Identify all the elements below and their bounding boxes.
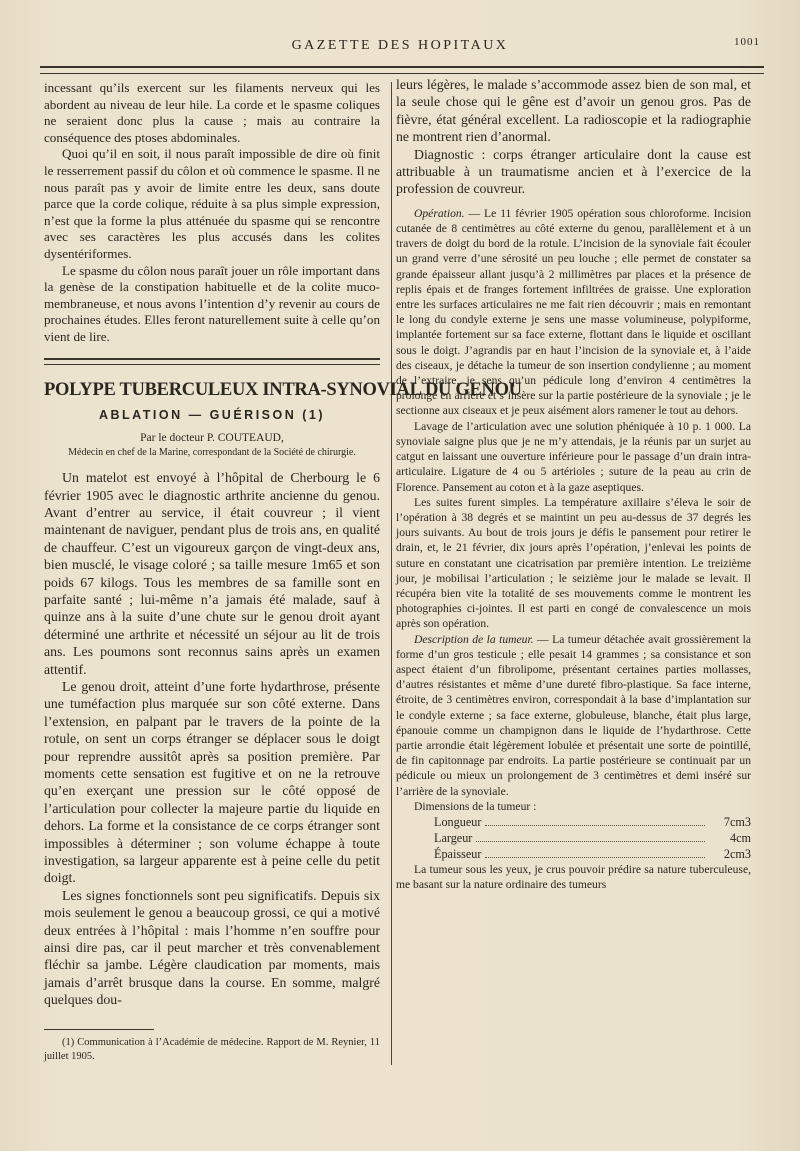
operation-label: Opération. bbox=[414, 206, 465, 220]
paragraph: Lavage de l’articulation avec une solution phéniquée à 10 p. 1 000. La synoviale saigne plus que je ne m’y attendais, je la réunis par un surjet au catgut en laissant une ouverture inférieure pour le passage d’un drain intra-articulaire. Ligature de 4 ou 5 artérioles ; suture de la peau au crin de Florence. Pansement au coton et à la gaze aseptiques. bbox=[396, 419, 751, 494]
section-rule bbox=[44, 358, 380, 365]
paragraph: Diagnostic : corps étranger articulaire dont la cause est attribuable à un traumatisme ancien et à l’exercice de la profession de couvreur. bbox=[396, 146, 751, 197]
dimensions-list bbox=[396, 814, 751, 862]
header-rule bbox=[40, 66, 764, 74]
dimensions-title: Dimensions de la tumeur : bbox=[414, 799, 537, 813]
running-header: GAZETTE DES HOPITAUX bbox=[291, 38, 509, 53]
paragraph: Le genou droit, atteint d’une forte hydarthrose, présente une tuméfaction plus marquée sur son côté externe. Dans l’extension, en palpant par le travers de la pointe de la rotule, on sent un corps étranger se déplacer sous le doigt pour reprendre aussitôt après sa position première. Par moments cette sensation est fugitive et on ne la retrouve qu’en exerçant une pression sur le côté opposé de l’articulation pour collecter la majeure partie du liquide en dehors. La forme et la consistance de ce corps étranger sont impossibles à déterminer ; son volume échappe à toute investigation, sa largeur apparente est à peine celle du petit doigt. bbox=[44, 678, 380, 886]
paragraph: incessant qu’ils exercent sur les filaments nerveux qui les abordent au niveau de leur hile. La corde et le spasme coliques ne seraient donc plus la cause ; mais au contraire la conséquence des ptoses abdominales. bbox=[44, 80, 380, 145]
footnote-rule bbox=[44, 1029, 154, 1030]
right-column bbox=[396, 76, 751, 892]
byline: Par le docteur P. COUTEAUD, bbox=[140, 432, 284, 445]
dimension-value: 4cm bbox=[730, 830, 751, 845]
paragraph: Quoi qu’il en soit, il nous paraît impossible de dire où finit le resserrement passif du côlon et où commence le spasme. Il ne nous paraît pas y avoir de limite entre les deux, sans doute parce que la corde colique, réduite à sa plus simple expression, n’est que la forme la plus atténuée du spasme qui se rencontre avec ses caractères les plus accusés dans les colites dysentériformes. bbox=[44, 146, 380, 261]
dimension-label: Épaisseur bbox=[434, 846, 482, 861]
leader-dots bbox=[485, 825, 705, 826]
leader-dots bbox=[485, 857, 705, 858]
paragraph: leurs légères, le malade s’accommode assez bien de son mal, et la seule chose qui le gêne est d’avoir un genou gros. Pas de fièvre, état général excellent. La radioscopie et la radiographie ne montrent rien d’anormal. bbox=[396, 77, 751, 145]
leader-dots bbox=[476, 841, 705, 842]
operation-text: — Le 11 février 1905 opération sous chloroforme. Incision cutanée de 8 centimètres au côté externe du genou, parallèlement et à un travers de doigt du bord de la rotule. L’incision de la synoviale fait écouler un grand verre d’une sérosité un peu louche ; elle permet de constater sa grande épaisseur allant jusqu’à 2 millimètres par places et la présence de replis épais et de franges fortement infiltrées de graisse. Une exploration entre les surfaces articulaires ne me fait rien découvrir ; mais en remontant le long du condyle externe je sens une masse volumineuse, polypiforme, implantée fortement sur sa face externe, flottant dans le liquide et oscillant sous le doigt. J’agrandis par en haut l’incision de la synoviale et, à l’aide des ciseaux, je détache la tumeur de son insertion condylienne ; au moment de l’extraire, je sens qu’un pédicule long d’environ 4 centimètres la prolonge en arrière et s’insère sur la partie postérieure de la synoviale ; je le sectionne aux ciseaux et je peux aisément alors ramener le tout au dehors. bbox=[396, 206, 751, 418]
dimension-label: Largeur bbox=[434, 830, 473, 845]
dimension-row bbox=[434, 830, 751, 846]
dimension-label: Longueur bbox=[434, 814, 482, 829]
paragraph: Un matelot est envoyé à l’hôpital de Cherbourg le 6 février 1905 avec le diagnostic arthrite ancienne du genou. Avant d’entrer au service, il était couvreur ; il vient maintenant de naviguer, pendant plus de trois ans, en qualité de chauffeur. C’est un vigoureux garçon de vingt-deux ans, bien musclé, le visage coloré ; sa taille mesure 1m65 et son poids 67 kilogs. Tous les membres de sa famille sont en parfaite santé ; lui-même n’a jamais été malade, sauf à quinze ans à la suite d’une chute sur le genou droit ayant déterminé une arthrite et nécessité un séjour au lit de trois ans. Les poumons sont reconnus sains après un examen attentif. bbox=[44, 470, 380, 677]
paragraph: Les signes fonctionnels sont peu significatifs. Depuis six mois seulement le genou a beaucoup grossi, ce qui a motivé deux entrées à l’hôpital : mais l’homme n’en souffre pour ainsi dire pas, car il peut marcher et très convenablement fléchir sa jambe. Légère claudication par moments, mais jamais d’arrêt brusque dans la course. En somme, malgré quelques dou- bbox=[44, 887, 380, 1008]
author-affiliation: Médecin en chef de la Marine, correspondant de la Société de chirurgie. bbox=[68, 447, 356, 459]
description-text: — La tumeur détachée avait grossièrement la forme d’un gros testicule ; elle pesait 14 grammes ; sa consistance et son aspect étaient d’un fibrolipome, présentant certaines parties mollasses, d’autres résistantes et même d’une dureté fibro-plastique. Sa face interne, étroite, de 3 centimètres environ, correspondait à la base d’implantation sur le condyle externe ; sa face externe, globuleuse, blanche, était plus large, épanouie comme un champignon dans le liquide de l’hydarthrose. Cette partie arrondie était légèrement lobulée et présentait une sorte de pointillé, de fin capitonnage par endroits. La partie postérieure se continuait par un pédicule ou mieux un prolongement de 3 centimètres et demi inséré sur l’arrière de la synoviale. bbox=[396, 632, 751, 798]
dimension-value: 2cm3 bbox=[723, 846, 751, 861]
paragraph: La tumeur sous les yeux, je crus pouvoir prédire sa nature tuberculeuse, me basant sur la nature ordinaire des tumeurs bbox=[396, 862, 751, 892]
page-number: 1001 bbox=[734, 36, 760, 48]
dimension-row bbox=[434, 846, 751, 862]
paragraph: Les suites furent simples. La température axillaire s’éleva le soir de l’opération à 38 degrés et se maintint un peu au-dessus de 37 degrés les jours suivants. Au bout de trois jours je défis le pansement pour retirer le drain, et, le 21 février, dix jours après l’opération, j’enlevai les points de suture en constatant une cicatrisation par première intention. Le treizième jour, je mobilisai l’articulation ; le seizième jour le malade se levait. Il récupéra bien vite la totalité de ses mouvements comme le montrent les photographies ci-jointes. Il est parti en congé de convalescence un mois après son opération. bbox=[396, 495, 751, 631]
dimension-row bbox=[434, 814, 751, 830]
footnote: (1) Communication à l’Académie de médecine. Rapport de M. Reynier, 11 juillet 1905. bbox=[44, 1036, 380, 1062]
dimension-value: 7cm3 bbox=[723, 814, 751, 829]
paragraph: Le spasme du côlon nous paraît jouer un rôle important dans la genèse de la constipation habituelle et de la colite muco-membraneuse, et nous avons l’intention d’y revenir au cours de prochaines études. Elles feront naturellement suite à celle qu’on vient de lire. bbox=[44, 262, 380, 344]
article-title: POLYPE TUBERCULEUX INTRA-SYNOVIAL DU GENOU bbox=[44, 379, 522, 400]
description-label: Description de la tumeur. bbox=[414, 632, 534, 646]
paragraph-operation bbox=[396, 206, 751, 419]
article-subtitle: ABLATION — GUÉRISON (1) bbox=[98, 407, 326, 422]
paragraph-description bbox=[396, 632, 751, 799]
column-divider bbox=[391, 82, 392, 1065]
